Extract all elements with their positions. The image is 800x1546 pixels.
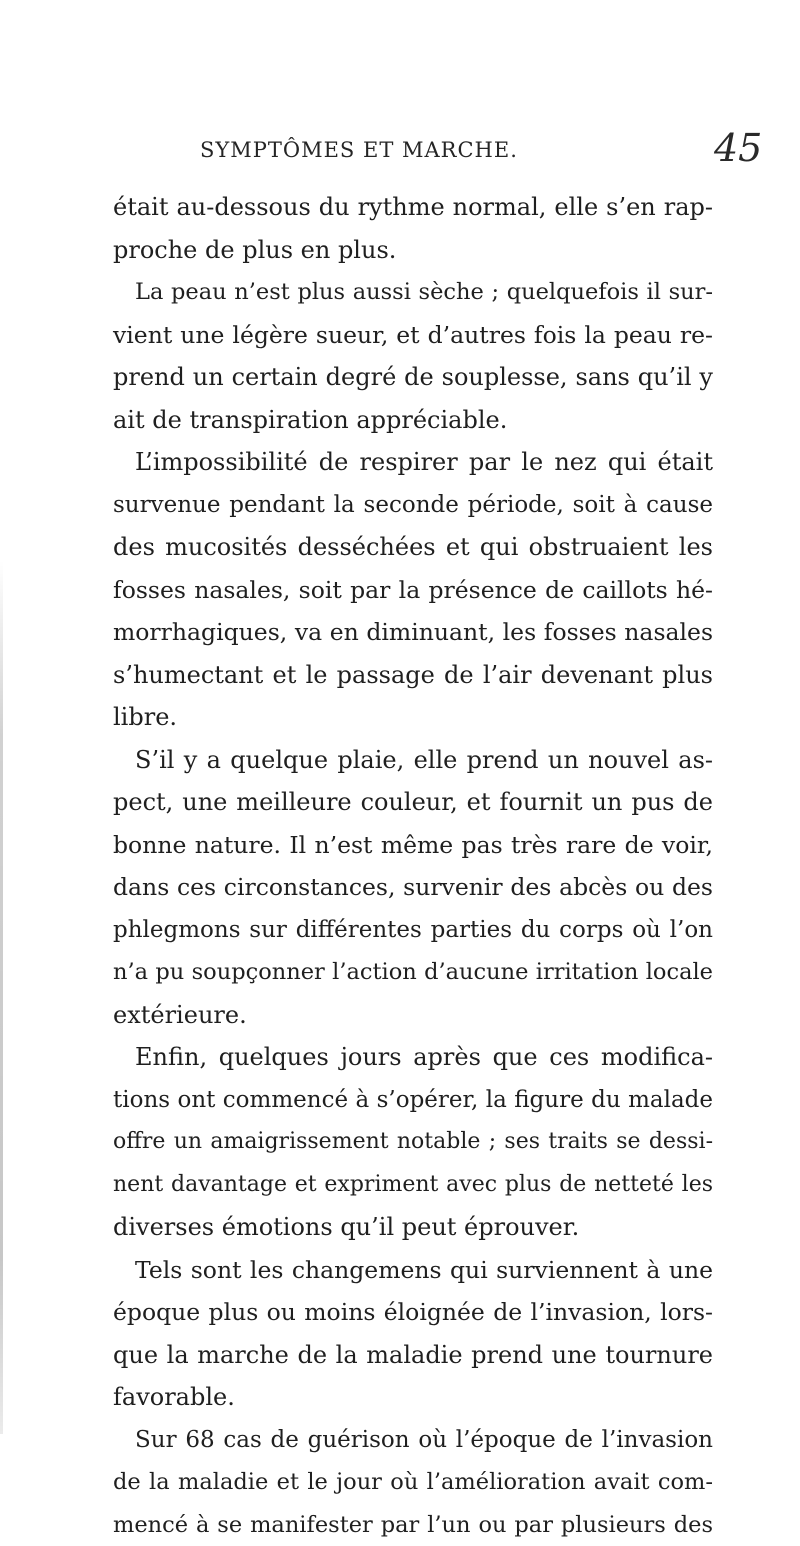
text-line: tions ont commencé à s’opérer, la figure du malade bbox=[113, 1079, 713, 1122]
text-line: vient une légère sueur, et d’autres fois la peau re- bbox=[113, 314, 713, 357]
text-line: que la marche de la maladie prend une tournure bbox=[113, 1334, 713, 1377]
page-edge-shadow bbox=[0, 560, 3, 1434]
text-line: n’a pu soupçonner l’action d’aucune irritation locale bbox=[113, 951, 713, 994]
text-line: de la maladie et le jour où l’amélioration avait com- bbox=[113, 1461, 713, 1504]
text-line: Sur 68 cas de guérison où l’époque de l’invasion bbox=[113, 1419, 713, 1462]
text-line: offre un amaigrissement notable ; ses traits se dessi- bbox=[113, 1121, 713, 1164]
text-line: survenue pendant la seconde période, soit à cause bbox=[113, 484, 713, 527]
page-number: 45 bbox=[714, 126, 762, 170]
text-line: morrhagiques, va en diminuant, les fosses nasales bbox=[113, 611, 713, 654]
running-title: SYMPTÔMES ET MARCHE. bbox=[200, 138, 518, 162]
text-line: s’humectant et le passage de l’air devenant plus bbox=[113, 654, 713, 697]
text-line: diverses émotions qu’il peut éprouver. bbox=[113, 1206, 713, 1249]
text-line: libre. bbox=[113, 696, 713, 739]
text-line: nent davantage et expriment avec plus de netteté les bbox=[113, 1164, 713, 1207]
text-line: mencé à se manifester par l’un ou par plusieurs des bbox=[113, 1504, 713, 1546]
text-line: phlegmons sur différentes parties du corps où l’on bbox=[113, 909, 713, 952]
text-line: dans ces circonstances, survenir des abcès ou des bbox=[113, 866, 713, 909]
text-line: extérieure. bbox=[113, 994, 713, 1037]
text-line: bonne nature. Il n’est même pas très rare de voir, bbox=[113, 824, 713, 867]
text-line: des mucosités desséchées et qui obstruaient les bbox=[113, 526, 713, 569]
text-line: était au-dessous du rythme normal, elle s’en rap- bbox=[113, 186, 713, 229]
text-line: proche de plus en plus. bbox=[113, 229, 713, 272]
text-line: L’impossibilité de respirer par le nez qui était bbox=[113, 441, 713, 484]
text-line: ait de transpiration appréciable. bbox=[113, 399, 713, 442]
text-line: pect, une meilleure couleur, et fournit un pus de bbox=[113, 781, 713, 824]
text-line: époque plus ou moins éloignée de l’invasion, lors- bbox=[113, 1291, 713, 1334]
body-text bbox=[113, 186, 713, 1546]
text-line: prend un certain degré de souplesse, sans qu’il y bbox=[113, 356, 713, 399]
text-line: favorable. bbox=[113, 1376, 713, 1419]
text-line: fosses nasales, soit par la présence de caillots hé- bbox=[113, 569, 713, 612]
text-line: La peau n’est plus aussi sèche ; quelquefois il sur- bbox=[113, 271, 713, 314]
text-line: Tels sont les changemens qui surviennent à une bbox=[113, 1249, 713, 1292]
text-line: Enfin, quelques jours après que ces modifica- bbox=[113, 1036, 713, 1079]
text-line: S’il y a quelque plaie, elle prend un nouvel as- bbox=[113, 739, 713, 782]
